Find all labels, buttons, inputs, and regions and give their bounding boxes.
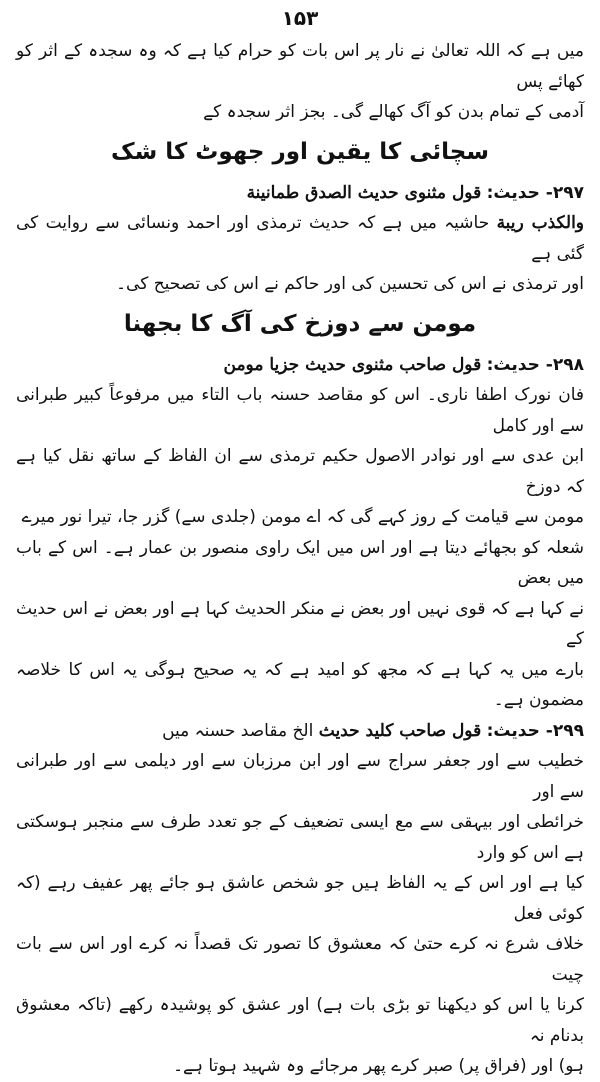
page-number: ۱۵۳ xyxy=(281,6,319,30)
urdu-text: حاشیہ میں ہے کہ حدیث ترمذی اور احمد ونسائی سے روایت کی گئی ہے xyxy=(16,213,584,264)
text-line: کیا ہے اور اس کے یہ الفاظ ہیں جو شخص عاشق ہو جائے پھر عفیف رہے (کہ کوئی فعل xyxy=(16,873,584,924)
text-line: خرائطی اور بیہقی سے مع ایسی تضعیف کے جو تعدد طرف سے منجبر ہوسکتی ہے اس کو وارد xyxy=(16,812,584,863)
text-line: خطیب سے اور جعفر سراج سے اور ابن مرزبان سے اور دیلمی سے اور طبرانی سے اور xyxy=(16,751,584,802)
text-line: فان نورک اطفا ناری۔ اس کو مقاصد حسنہ باب التاء میں مرفوعاً کبیر طبرانی سے اور کامل xyxy=(16,385,584,436)
arabic-text: قول مثنوی حدیث الصدق طمانینة xyxy=(246,182,482,203)
text-line: میں ہے کہ اللہ تعالیٰ نے نار پر اس بات کو حرام کیا ہے کہ وہ سجدہ کے اثر کو کھائے پس xyxy=(16,41,584,92)
arabic-text: قول صاحب کلید حدیث xyxy=(318,720,482,741)
text-line: نے کہا ہے کہ قوی نہیں اور بعض نے منکر الحدیث کہا ہے اور بعض نے اس حدیث کے xyxy=(16,598,584,649)
text-line xyxy=(16,178,584,209)
text-line: شعلہ کو بجھائے دیتا ہے اور اس میں ایک راوی منصور بن عمار ہے۔ اس کے باب میں بعض xyxy=(16,537,584,588)
text-line: بارے میں یہ کہا ہے کہ مجھ کو امید ہے کہ یہ صحیح ہوگی یہ اس کا خلاصہ مضمون ہے۔ xyxy=(16,659,584,710)
text-line xyxy=(16,208,584,269)
hadith-298-paragraph xyxy=(16,350,584,716)
section-heading-truth: سچائی کا یقین اور جھوٹ کا شک xyxy=(111,138,489,165)
hadith-299-paragraph xyxy=(16,716,584,1082)
hadith-number-label: ۲۹۹- حدیث: xyxy=(486,720,584,741)
text-line xyxy=(16,716,584,747)
arabic-text: قول صاحب مثنوی حدیث جزیا مومن xyxy=(223,354,482,375)
text-line xyxy=(16,350,584,381)
hadith-number-label: ۲۹۷- حدیث: xyxy=(486,182,584,203)
urdu-text: الخ مقاصد حسنہ میں xyxy=(162,720,314,741)
text-line: خلاف شرع نہ کرے حتیٰ کہ معشوق کا تصور تک قصداً نہ کرے اور اس سے بات چیت xyxy=(16,934,584,985)
text-line: ہو) اور (فراق پر) صبر کرے پھر مرجائے وہ شہید ہوتا ہے۔ xyxy=(173,1056,584,1076)
arabic-text: والکذب ریبة xyxy=(496,213,584,233)
hadith-number-label: ۲۹۸- حدیث: xyxy=(486,354,584,375)
text-line: اور ترمذی نے اس کی تحسین کی اور حاکم نے اس کی تصحیح کی۔ xyxy=(116,274,584,294)
text-line: مومن سے قیامت کے روز کہے گی کہ اے مومن (جلدی سے) گزر جا، تیرا نور میرے xyxy=(21,507,584,527)
text-line: کرنا یا اس کو دیکھنا تو بڑی بات ہے) اور عشق کو پوشیدہ رکھے (تاکہ معشوق بدنام نہ xyxy=(16,995,584,1046)
hadith-297-paragraph xyxy=(16,178,584,300)
text-line: آدمی کے تمام بدن کو آگ کھالے گی۔ بجز اثر سجدہ کے xyxy=(203,102,584,122)
section-heading-hellfire: مومن سے دوزخ کی آگ کا بجھنا xyxy=(123,310,477,337)
text-line: ابن عدی سے اور نوادر الاصول حکیم ترمذی سے ان الفاظ کے ساتھ نقل کیا ہے کہ دوزخ xyxy=(16,446,584,497)
intro-paragraph xyxy=(16,36,584,128)
